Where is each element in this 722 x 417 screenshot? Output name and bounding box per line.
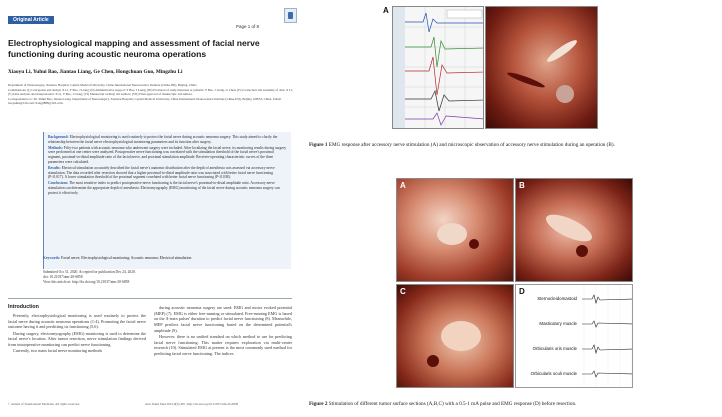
intro-paragraph: Currently, two main facial nerve monitoring methods: [13, 348, 103, 354]
copyright-text: © Annals of Translational Medicine. All rights reserved.: [8, 402, 80, 406]
intro-paragraph: During surgery, electromyography (EMG) monitoring is used to determine the facial nerve's location. After tumor resection, nerve stimulation findings derived from intraoperative monitoring can predict nerve functioning.: [8, 330, 146, 348]
vessel-structure: [506, 70, 546, 89]
abstract-methods: [48, 146, 287, 165]
abstract-results: [48, 166, 287, 180]
figure2-caption: [309, 401, 719, 408]
paper-page: [2, 2, 298, 412]
paper-title: Electrophysiological mapping and assessment of facial nerve functioning during acoustic neuroma operations: [8, 38, 260, 59]
abstract-text: Fifty-two patients with acoustic neuroma who underwent surgery were included. After localizing the facial nerve, its monitoring results during surgery were performed at one center were analyzed. Postoperative nerve functioning was correlated with the stimulation threshold of the facial nerve's proximal segment, proximal-to-distal amplitude ratio of the facial nerve, and proximal stimulation amplitude. Receiver-operating characteristic curves of the three parameters were calculated.: [48, 145, 287, 164]
probe-tip: [556, 85, 574, 103]
figure2-panel-c-photo: [396, 284, 514, 388]
abstract-text: Electrical stimulation accurately described the facial nerve's anatomic distribution after the depth of anesthesia was assessed via accessory nerve stimulation. The data recorded after resection showed that a higher proximal-to-distal amplitude ratio was associated with better facial nerve functioning (P<0.017). A lower stimulation threshold of the proximal segment correlated with better facial nerve functioning (P<0.038).: [48, 165, 275, 180]
figure2-caption-text: Stimulation of different tumor surface sections (A,B,C) with a 0.5-1 mA pulse and EMG response (D) before resection.: [327, 401, 577, 407]
submission-info: [43, 270, 291, 284]
tumor-surface: [437, 223, 467, 245]
figure1-caption: [309, 142, 719, 149]
figure1-caption-label: Figure 1: [309, 142, 328, 148]
contributions-line: Contributions: (I) Conception and design: X Li, Y Bao, J Liang; (II) Administrative support: Y Bao, J Liang; (III) Provision of study materials or patients: Y Bao, J Liang, G Chen; (IV) Collection and assembly of data: X Li; (V) Data analysis and interpretation: X Li, Y Bao, J Liang; (VI) Manuscript writing: All authors; (VII) Final approval of manuscript: All authors.: [8, 87, 293, 96]
tumor-surface: [543, 209, 596, 246]
figure2-caption-label: Figure 2: [309, 401, 328, 407]
abstract-box: [43, 132, 291, 269]
intro-column-left: [8, 313, 146, 354]
abstract-text: The most sensitive index to predict postoperative nerve functioning is the facial nerve's proximal-to-distal amplitude ratio. Accessory nerve stimulation can determine the appropriate depth of anesthesia. Electromyography (EMG) monitoring of the facial nerve during acoustic neuroma surgery can protect it effectively.: [48, 181, 280, 195]
abstract-label: Conclusions:: [48, 181, 69, 186]
author-list: Xiaoyu Li, Yuhui Bao, Jiantao Liang, Ge Chen, Hongchuan Guo, Mingzhu Li: [8, 69, 183, 75]
stimulation-point: [469, 239, 479, 249]
article-type-tag: Original Article: [8, 16, 54, 24]
emg-trace-graphic: [393, 7, 484, 129]
nerve-structure: [545, 37, 579, 64]
emg-waveforms: [582, 285, 633, 388]
affiliations: [8, 83, 293, 106]
abstract-text: Electrophysiological monitoring is used routinely to protect the facial nerve during acoustic neuroma surgery. This study aimed to clarify the relationship between the facial nerve electrophysiological monitoring parameters and its function after surgery.: [48, 135, 278, 144]
figure2-panel-d-emg-plot: [515, 284, 633, 388]
emg-channel-label: Sternocleidomastoid: [537, 296, 577, 301]
figure2-panel-d-label: D: [519, 287, 525, 296]
figure2-panel-a-label: A: [400, 181, 406, 190]
intro-paragraph: during acoustic neuroma surgery are used: EMG and motor evoked potential (MEP) (7). EMG is either free-running or stimulated. Free-running EMG is based on the A-train pulses' duration to predict facial nerve functioning (8). Meanwhile, MEP predicts facial nerve functioning based on the determined potential's amplitude (9).: [154, 305, 292, 333]
section-divider: [8, 298, 292, 299]
emg-channel-label: Orbicularis oculi muscle: [530, 371, 577, 376]
page-number: Page 1 of 8: [236, 24, 260, 29]
section-title-introduction: Introduction: [8, 304, 39, 310]
intro-column-right: [154, 305, 292, 357]
keywords-text: Facial nerve; Electrophysiological monitoring; Acoustic neuroma; Electrical stimulation: [61, 256, 192, 260]
doi-text: doi: 10.21037/atm-20-6858: [43, 274, 83, 279]
intro-paragraph: However, there is no unified standard on which method to use for predicting facial nerve functioning. This matter requires exploration via multi-center research (10). Stimulated EMG at present is the most commonly used method for predicting facial nerve functioning. The indices: [154, 334, 292, 357]
figure2-panel-b-photo: [515, 178, 633, 282]
citation-text: Ann Transl Med 2021;9(5):405 | http://dx.doi.org/10.21037/atm-20-6858: [145, 402, 239, 406]
intro-paragraph: Presently, electrophysiological monitoring is used routinely to protect the facial nerve during acoustic neuroma operations (1-4). Promoting the facial nerve outcome having it and predicting its functioning (5,6).: [8, 313, 146, 330]
abstract-label: Methods:: [48, 145, 63, 150]
figure2-panel-a-photo: [396, 178, 514, 282]
tumor-surface: [441, 321, 481, 351]
abstract-conclusions: [48, 181, 287, 195]
figure1-caption-text: EMG response after accessory nerve stimulation (A) and microscopic observation of accessory nerve stimulation during an operation (B).: [327, 142, 615, 148]
emg-channel-label: Masticatory muscle: [539, 321, 577, 326]
abstract-label: Results:: [48, 165, 61, 170]
affiliation-line: Department of Neurosurgery, Xuanwu Hospital, Capital Medical University, China International Neuroscience Institute (China-INI), Beijing, China: [8, 83, 197, 87]
abstract-label: Background:: [48, 135, 69, 139]
stimulation-point: [427, 355, 439, 367]
figure1-panel-a-label: A: [383, 6, 389, 15]
stimulation-point: [576, 245, 588, 257]
keywords-label: Keywords:: [43, 256, 61, 260]
correspondence-line: Correspondence to: Dr. Yuhui Bao; Jiantao Liang. Department of Neurosurgery, Xuanwu Hospital, Capital Medical University, China International Neuroscience Institute (China-INI), Beijing 100053, China. Email: baoyuhui@126.com; liangjt888@163.com.: [8, 96, 282, 105]
emg-channel-label: Orbicularis oris muscle: [532, 346, 577, 351]
abstract-background: [48, 135, 287, 145]
figure1-panel-a-emg-screen: [392, 6, 484, 129]
figure1-panel-b-microscope-photo: [485, 6, 598, 129]
article-link[interactable]: View this article at: http://dx.doi.org/10.21037/atm-20-6858: [43, 279, 130, 284]
keywords: [43, 256, 291, 261]
submitted-date: Submitted Oct 31, 2020. Accepted for publication Dec 24, 2020.: [43, 270, 136, 274]
figure2-panel-c-label: C: [400, 287, 406, 296]
journal-logo-icon: [284, 8, 297, 23]
figure2-panel-b-label: B: [519, 181, 525, 190]
